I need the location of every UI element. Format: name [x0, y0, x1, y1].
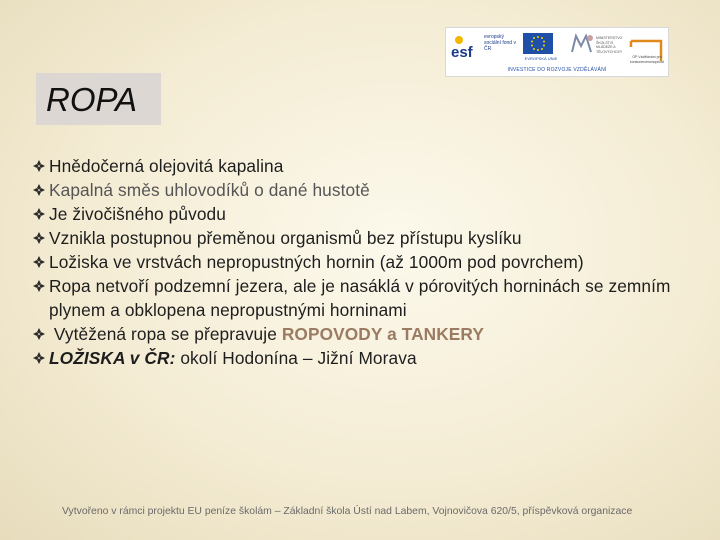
eu-flag-icon [523, 33, 553, 54]
diamond-bullet-icon [32, 255, 46, 269]
list-item [32, 202, 682, 226]
diamond-bullet-icon [32, 327, 46, 341]
bullet-text: Kapalná směs uhlovodíků o dané hustotě [49, 180, 370, 200]
op-logo-icon [627, 31, 665, 71]
transport-highlight: ROPOVODY a TANKERY [281, 324, 484, 344]
sponsor-logo-banner [445, 27, 669, 77]
esf-logo-text: evropský sociální fond v ČR [484, 34, 516, 52]
bullet-text: Hnědočerná olejovitá kapalina [49, 156, 284, 176]
diamond-bullet-icon [32, 279, 46, 293]
diamond-bullet-icon [32, 231, 46, 245]
list-item [32, 346, 682, 370]
diamond-bullet-icon [32, 183, 46, 197]
deposits-label: LOŽISKA v ČR: [49, 348, 176, 368]
diamond-bullet-icon [32, 159, 46, 173]
msmt-logo-text: MINISTERSTVO ŠKOLSTVÍ, MLÁDEŽE A TĚLOVÝCHOVY [596, 36, 623, 54]
list-item [32, 274, 689, 322]
investment-slogan: INVESTICE DO ROZVOJE VZDĚLÁVÁNÍ [507, 67, 607, 73]
esf-logo-icon [450, 32, 482, 62]
list-item [32, 250, 682, 274]
footer-credit: Vytvořeno v rámci projektu EU peníze školám – Základní škola Ústí nad Labem, Vojnovičova 620/5, příspěvková organizace [62, 506, 633, 517]
bullet-text: Ložiska ve vrstvách nepropustných hornin (až 1000m pod povrchem) [49, 252, 584, 272]
page-title: ROPA [46, 81, 138, 118]
bullet-text: Ropa netvoří podzemní jezera, ale je nasáklá v pórovitých horninách se zemním plynem a obklopena nepropustnými horninami [49, 276, 671, 320]
diamond-bullet-icon [32, 207, 46, 221]
list-item [32, 322, 682, 346]
title-box [36, 73, 161, 125]
op-logo-text: OP Vzdělávání pro konkurenceschopnost [629, 55, 665, 64]
bullet-text: Vytěžená ropa se přepravuje [53, 324, 282, 344]
svg-text:esf: esf [451, 44, 473, 61]
bullet-text: Je živočišného původu [49, 204, 226, 224]
list-item [32, 154, 682, 178]
bullet-text: Vznikla postupnou přeměnou organismů bez přístupu kyslíku [49, 228, 522, 248]
diamond-bullet-icon [32, 351, 46, 365]
eu-logo-text: EVROPSKÁ UNIE [524, 56, 558, 61]
bullet-text: okolí Hodonína – Jižní Morava [175, 348, 417, 368]
list-item [32, 226, 682, 250]
bullet-list [32, 154, 682, 370]
msmt-logo-icon [570, 32, 596, 56]
list-item [32, 178, 682, 202]
